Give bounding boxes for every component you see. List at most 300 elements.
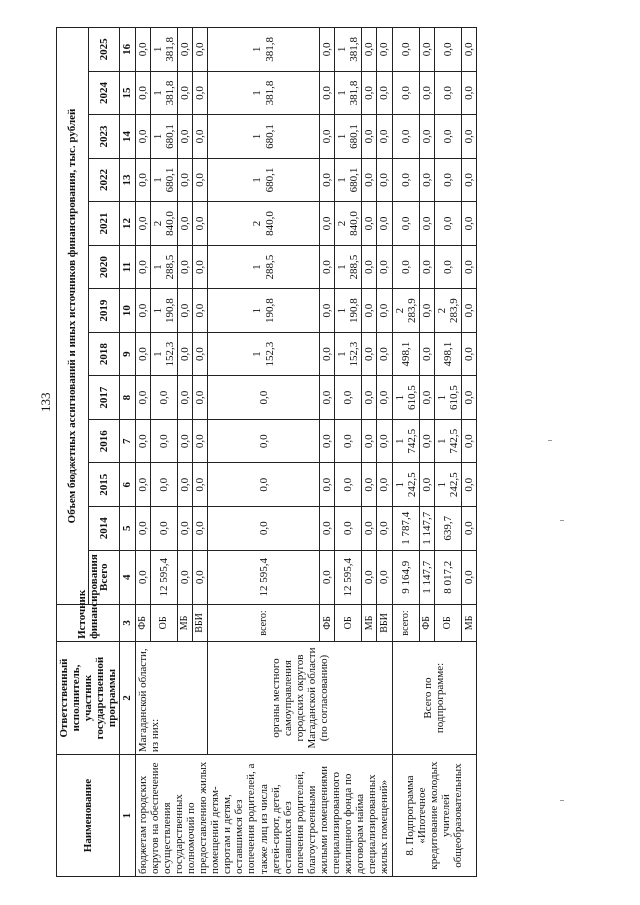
value-text: 0,0	[342, 521, 355, 536]
value-cell	[135, 506, 150, 550]
value-cell	[434, 158, 461, 202]
value-text: 0,0	[363, 434, 376, 449]
value-cell	[208, 245, 320, 289]
value-cell	[362, 289, 377, 333]
value-text: 0,0	[420, 216, 433, 231]
total-cell: 1 147,7	[419, 550, 434, 604]
value-text: 0,0	[420, 390, 433, 405]
value-cell	[362, 28, 377, 72]
value-text: 0,0	[363, 347, 376, 361]
column-number: 10	[120, 289, 135, 333]
value-text: 381,8	[263, 36, 276, 62]
value-cell	[434, 71, 461, 115]
value-cell	[419, 245, 434, 289]
value-text: 381,8	[348, 80, 361, 106]
column-number: 15	[120, 71, 135, 115]
executor-cell: органы местного самоуправления городских округов Магаданской области (по согласованию)	[208, 641, 393, 754]
header-year: 2014	[88, 506, 120, 550]
table-row	[135, 28, 150, 877]
header-year: 2016	[88, 419, 120, 463]
value-cell	[208, 28, 320, 72]
value-text: 2	[435, 307, 448, 314]
value-text: 0,0	[321, 216, 334, 231]
value-text: 0,0	[463, 434, 475, 449]
value-cell	[335, 463, 362, 507]
value-cell	[462, 202, 477, 246]
value-cell	[135, 376, 150, 420]
value-text: 0,0	[321, 260, 334, 274]
value-cell	[150, 419, 177, 463]
value-cell	[135, 115, 150, 159]
value-text: 0,0	[399, 86, 412, 100]
value-text: 0,0	[378, 129, 391, 144]
value-text: 0,0	[136, 477, 149, 492]
value-text: 0,0	[178, 347, 191, 361]
value-text: 0,0	[420, 86, 433, 100]
value-text: 0,0	[321, 86, 334, 100]
value-text: 288,5	[348, 254, 361, 280]
value-cell	[177, 202, 192, 246]
value-cell	[462, 28, 477, 72]
value-cell	[320, 245, 335, 289]
value-text: 0,0	[321, 173, 334, 187]
header-year: 2018	[88, 332, 120, 376]
value-cell	[135, 289, 150, 333]
source-cell: ВБИ	[192, 604, 207, 641]
value-text: 0,0	[378, 260, 391, 274]
value-cell	[377, 28, 392, 72]
value-cell	[335, 245, 362, 289]
value-text: 0,0	[363, 216, 376, 231]
value-text: 0,0	[441, 86, 454, 100]
value-cell	[392, 463, 419, 507]
source-cell: ОБ	[434, 604, 461, 641]
row-name-cell: 8. Подпрограмма «Ипотечное кредитование молодых учителей общеобразовательных	[392, 755, 477, 877]
value-text: 0,0	[321, 434, 334, 449]
value-text: 1	[336, 46, 349, 53]
value-text: 1	[393, 481, 406, 488]
value-cell	[135, 419, 150, 463]
value-cell	[177, 115, 192, 159]
value-cell	[392, 202, 419, 246]
value-cell	[335, 28, 362, 72]
value-text: 0,0	[463, 477, 475, 492]
value-text: 1	[336, 133, 349, 140]
value-text: 0,0	[441, 216, 454, 231]
value-cell	[462, 115, 477, 159]
source-cell: всего:	[208, 604, 320, 641]
value-cell	[150, 245, 177, 289]
value-cell	[208, 289, 320, 333]
value-text: 0,0	[193, 347, 206, 361]
value-cell	[320, 28, 335, 72]
value-text: 0,0	[178, 216, 191, 231]
value-text: 742,5	[405, 428, 418, 454]
value-cell	[419, 506, 434, 550]
header-year: 2017	[88, 376, 120, 420]
column-number: 12	[120, 202, 135, 246]
value-text: 0,0	[378, 303, 391, 318]
value-cell	[335, 202, 362, 246]
column-number: 16	[120, 28, 135, 72]
total-cell: 0,0	[377, 550, 392, 604]
value-cell	[135, 158, 150, 202]
value-cell	[208, 332, 320, 376]
source-cell: ОБ	[150, 604, 177, 641]
value-text: 0,0	[342, 477, 355, 492]
source-cell: ВБИ	[377, 604, 392, 641]
value-cell	[335, 506, 362, 550]
value-cell	[320, 419, 335, 463]
value-text: 0,0	[463, 216, 475, 231]
header-year: 2021	[88, 202, 120, 246]
value-text: 680,1	[263, 167, 276, 193]
value-cell	[208, 506, 320, 550]
value-text: 840,0	[348, 211, 361, 236]
value-cell	[135, 202, 150, 246]
value-cell	[192, 71, 207, 115]
value-text: 0,0	[178, 260, 191, 274]
value-text: 0,0	[193, 521, 206, 536]
value-cell	[392, 332, 419, 376]
value-text: 0,0	[321, 477, 334, 492]
value-text: 498,1	[441, 341, 454, 367]
value-text: 0,0	[378, 477, 391, 492]
value-text: 0,0	[178, 477, 191, 492]
value-text: 0,0	[463, 173, 475, 187]
value-text: 680,1	[163, 124, 176, 149]
value-text: 1	[435, 438, 448, 444]
value-text: 0,0	[463, 42, 475, 57]
value-text: 0,0	[321, 390, 334, 405]
value-text: 0,0	[342, 434, 355, 449]
value-cell	[150, 463, 177, 507]
value-text: 0,0	[420, 303, 433, 318]
value-text: 498,1	[399, 341, 412, 367]
value-text: 0,0	[378, 173, 391, 187]
value-text: 0,0	[463, 129, 475, 144]
column-number: 13	[120, 158, 135, 202]
value-text: 152,3	[263, 341, 276, 367]
value-text: 283,9	[447, 298, 460, 323]
table-body	[135, 28, 477, 877]
value-text: 0,0	[378, 86, 391, 100]
value-cell	[377, 506, 392, 550]
value-text: 1	[251, 133, 264, 140]
value-text: 0,0	[193, 303, 206, 318]
value-cell	[462, 332, 477, 376]
value-text: 0,0	[136, 86, 149, 100]
value-text: 2	[393, 307, 406, 314]
value-text: 1	[435, 394, 448, 401]
value-cell	[320, 289, 335, 333]
value-cell	[192, 463, 207, 507]
value-text: 1	[435, 481, 448, 488]
value-cell	[320, 115, 335, 159]
value-text: 680,1	[348, 167, 361, 193]
value-cell	[208, 115, 320, 159]
value-text: 1	[151, 46, 164, 53]
value-cell	[150, 289, 177, 333]
value-text: 0,0	[178, 173, 191, 187]
header-source: Источник финансирования	[57, 604, 120, 641]
value-cell	[419, 202, 434, 246]
value-text: 381,8	[163, 80, 176, 106]
value-cell	[434, 376, 461, 420]
value-text: 0,0	[193, 129, 206, 144]
value-text: 1	[336, 264, 349, 270]
value-text: 0,0	[193, 86, 206, 100]
value-cell	[177, 419, 192, 463]
value-text: 0,0	[157, 521, 170, 536]
value-text: 0,0	[441, 260, 454, 274]
column-number: 4	[120, 550, 135, 604]
value-text: 1	[251, 351, 264, 357]
value-text: 0,0	[157, 390, 170, 405]
value-cell	[150, 332, 177, 376]
value-text: 0,0	[321, 521, 334, 536]
value-text: 0,0	[399, 129, 412, 144]
source-cell: всего:	[392, 604, 419, 641]
value-cell	[208, 202, 320, 246]
value-text: 0,0	[321, 42, 334, 57]
value-text: 0,0	[178, 42, 191, 57]
value-text: 610,5	[447, 385, 460, 411]
value-text: 0,0	[178, 129, 191, 144]
column-number: 1	[120, 755, 135, 877]
value-cell	[150, 202, 177, 246]
value-cell	[177, 506, 192, 550]
value-cell	[434, 289, 461, 333]
value-text: 0,0	[193, 216, 206, 231]
value-cell	[392, 506, 419, 550]
header-year: 2024	[88, 71, 120, 115]
value-text: 0,0	[321, 129, 334, 144]
value-cell	[177, 158, 192, 202]
value-text: 0,0	[193, 434, 206, 449]
value-cell	[320, 202, 335, 246]
value-text: 0,0	[420, 347, 433, 361]
value-cell	[462, 463, 477, 507]
value-cell	[335, 289, 362, 333]
value-cell	[177, 463, 192, 507]
value-cell	[320, 463, 335, 507]
value-text: 840,0	[263, 211, 276, 236]
value-text: 381,8	[263, 80, 276, 106]
value-text: 0,0	[420, 260, 433, 274]
header-year: 2025	[88, 28, 120, 72]
value-cell	[362, 376, 377, 420]
value-cell	[462, 158, 477, 202]
value-cell	[462, 376, 477, 420]
header-executor: Ответственный исполнитель, участник государственной программы	[57, 641, 120, 754]
value-cell	[419, 289, 434, 333]
value-text: 0,0	[178, 521, 191, 536]
value-text: 0,0	[136, 260, 149, 274]
value-cell	[462, 419, 477, 463]
value-cell	[377, 332, 392, 376]
value-cell	[462, 245, 477, 289]
value-cell	[419, 332, 434, 376]
value-cell	[208, 158, 320, 202]
total-cell: 12 595,4	[208, 550, 320, 604]
value-text: 0,0	[321, 303, 334, 318]
value-text: 0,0	[399, 173, 412, 187]
value-cell	[150, 71, 177, 115]
value-text: 0,0	[363, 260, 376, 274]
value-text: 0,0	[463, 303, 475, 318]
source-cell: ФБ	[320, 604, 335, 641]
value-cell	[192, 376, 207, 420]
total-cell: 0,0	[135, 550, 150, 604]
value-cell	[377, 158, 392, 202]
value-cell	[177, 71, 192, 115]
value-cell	[377, 71, 392, 115]
header-year: 2015	[88, 463, 120, 507]
value-cell	[392, 419, 419, 463]
value-cell	[434, 245, 461, 289]
column-number: 11	[120, 245, 135, 289]
value-cell	[320, 158, 335, 202]
table-row	[392, 28, 419, 877]
value-cell	[362, 332, 377, 376]
value-cell	[362, 71, 377, 115]
value-text: 0,0	[363, 390, 376, 405]
value-cell	[392, 28, 419, 72]
value-cell	[462, 506, 477, 550]
value-cell	[192, 419, 207, 463]
value-text: 0,0	[363, 42, 376, 57]
value-text: 0,0	[363, 173, 376, 187]
source-cell: МБ	[462, 604, 477, 641]
value-cell	[335, 419, 362, 463]
value-text: 1	[336, 90, 349, 96]
value-text: 0,0	[136, 129, 149, 144]
value-cell	[177, 28, 192, 72]
value-text: 0,0	[363, 477, 376, 492]
value-cell	[335, 115, 362, 159]
column-number: 8	[120, 376, 135, 420]
table-row	[208, 28, 320, 877]
value-text: 2	[336, 220, 349, 227]
value-cell	[419, 419, 434, 463]
value-cell	[135, 463, 150, 507]
value-cell	[377, 245, 392, 289]
value-cell	[377, 419, 392, 463]
value-text: 680,1	[163, 167, 176, 193]
value-text: 1	[251, 90, 264, 96]
value-cell	[419, 158, 434, 202]
value-cell	[392, 376, 419, 420]
value-text: 0,0	[257, 521, 270, 536]
value-cell	[150, 115, 177, 159]
column-number: 5	[120, 506, 135, 550]
header-volume: Объем бюджетных ассигнований и иных источников финансирования, тыс. рублей	[57, 28, 89, 605]
value-text: 1	[151, 351, 164, 357]
total-cell: 0,0	[320, 550, 335, 604]
value-text: 288,5	[163, 254, 176, 280]
value-cell	[135, 71, 150, 115]
header-year: 2020	[88, 245, 120, 289]
value-cell	[392, 115, 419, 159]
total-cell: 8 017,2	[434, 550, 461, 604]
value-text: 0,0	[420, 129, 433, 144]
value-text: 190,8	[263, 298, 276, 323]
value-text: 1	[336, 307, 349, 314]
value-text: 1	[336, 177, 349, 183]
value-text: 0,0	[136, 434, 149, 449]
value-text: 0,0	[463, 347, 475, 361]
value-text: 680,1	[348, 124, 361, 149]
budget-table	[56, 27, 477, 877]
value-cell	[419, 376, 434, 420]
value-cell	[392, 71, 419, 115]
value-cell	[135, 245, 150, 289]
value-cell	[392, 158, 419, 202]
value-cell	[192, 115, 207, 159]
total-cell: 0,0	[192, 550, 207, 604]
value-cell	[377, 202, 392, 246]
value-cell	[150, 28, 177, 72]
value-text: 0,0	[399, 216, 412, 231]
value-text: 1	[251, 46, 264, 53]
value-cell	[192, 506, 207, 550]
value-text: 381,8	[163, 36, 176, 62]
column-number: 6	[120, 463, 135, 507]
value-text: 0,0	[136, 216, 149, 231]
value-text: 0,0	[136, 390, 149, 405]
column-number: 9	[120, 332, 135, 376]
value-text: 0,0	[136, 42, 149, 57]
value-text: 152,3	[348, 341, 361, 367]
value-text: 0,0	[463, 521, 475, 536]
value-text: 0,0	[378, 216, 391, 231]
value-text: 742,5	[447, 428, 460, 454]
value-text: 1	[393, 438, 406, 444]
total-cell: 12 595,4	[150, 550, 177, 604]
value-cell	[177, 245, 192, 289]
value-text: 1	[393, 394, 406, 401]
value-cell	[208, 376, 320, 420]
value-cell	[335, 71, 362, 115]
value-cell	[192, 289, 207, 333]
value-cell	[377, 376, 392, 420]
value-cell	[335, 332, 362, 376]
value-text: 1	[151, 133, 164, 140]
value-text: 0,0	[378, 347, 391, 361]
total-cell: 0,0	[362, 550, 377, 604]
value-text: 2	[251, 220, 264, 227]
value-cell	[135, 28, 150, 72]
column-number: 3	[120, 604, 135, 641]
value-cell	[320, 376, 335, 420]
value-text: 0,0	[363, 129, 376, 144]
value-text: 0,0	[136, 303, 149, 318]
value-text: 0,0	[193, 260, 206, 274]
header-year: 2023	[88, 115, 120, 159]
value-cell	[208, 419, 320, 463]
header-year: 2019	[88, 289, 120, 333]
page-number: 133	[38, 392, 53, 412]
source-cell: МБ	[177, 604, 192, 641]
value-text: 0,0	[363, 521, 376, 536]
value-text: 0,0	[378, 434, 391, 449]
total-cell: 0,0	[462, 550, 477, 604]
value-cell	[377, 463, 392, 507]
value-cell	[434, 202, 461, 246]
value-text: 0,0	[178, 434, 191, 449]
value-text: 2	[151, 220, 164, 227]
